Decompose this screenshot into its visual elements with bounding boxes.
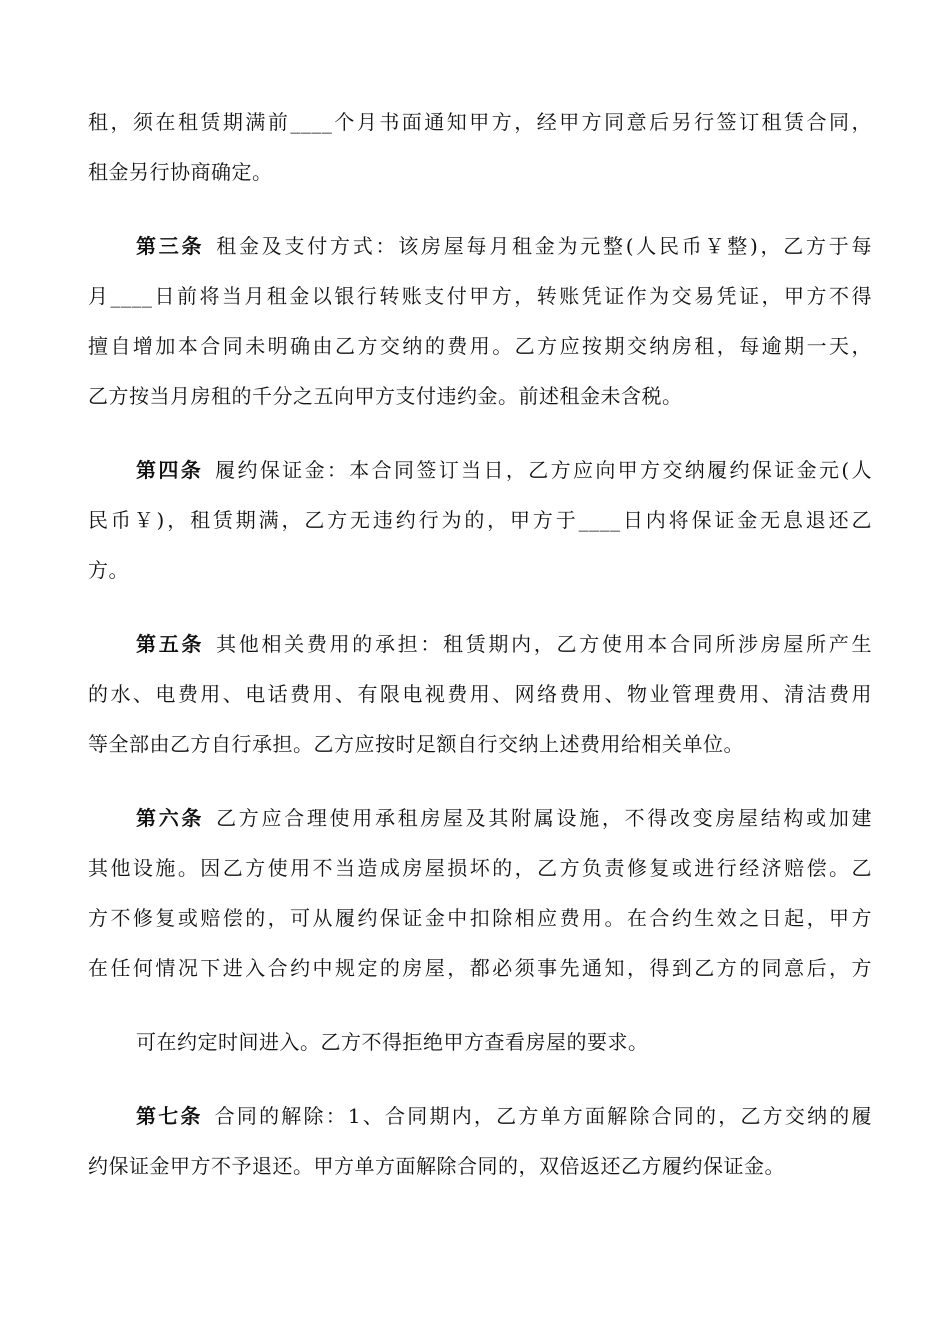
article-6-text: 乙方应合理使用承租房屋及其附属设施，不得改变房屋结构或加建 [216, 806, 873, 830]
paragraph-text: 方。 [88, 558, 129, 582]
paragraph-line [0, 383, 950, 409]
paragraph-text: 月____日前将当月租金以银行转账支付甲方，转账凭证作为交易凭证，甲方不得 [88, 284, 872, 308]
article-3-first-line [0, 233, 950, 259]
paragraph-text: 方不修复或赔偿的，可从履约保证金中扣除相应费用。在合约生效之日起，甲方 [88, 906, 872, 930]
article-5-first-line [0, 631, 950, 657]
paragraph-text: 约保证金甲方不予退还。甲方单方面解除合同的，双倍返还乙方履约保证金。 [88, 1154, 785, 1178]
paragraph-text: 乙方按当月房租的千分之五向甲方支付违约金。前述租金未含税。 [88, 384, 683, 408]
paragraph-line [0, 855, 950, 881]
article-5-label: 第五条 [136, 632, 205, 656]
paragraph-text: 可在约定时间进入。乙方不得拒绝甲方查看房屋的要求。 [136, 1030, 649, 1054]
paragraph-text: 其他设施。因乙方使用不当造成房屋损坏的，乙方负责修复或进行经济赔偿。乙 [88, 856, 872, 880]
article-4-label: 第四条 [136, 458, 204, 482]
paragraph-line [0, 507, 950, 533]
paragraph-line [0, 681, 950, 707]
article-3-text: 租金及支付方式：该房屋每月租金为元整(人民币￥整)，乙方于每 [216, 234, 873, 258]
paragraph-line [0, 731, 950, 757]
article-6-label: 第六条 [136, 806, 205, 830]
article-5-text: 其他相关费用的承担：租赁期内，乙方使用本合同所涉房屋所产生 [216, 632, 873, 656]
article-7-first-line [0, 1103, 950, 1129]
article-4-first-line [0, 457, 950, 483]
paragraph-line [0, 1153, 950, 1179]
article-4-text: 履约保证金：本合同签订当日，乙方应向甲方交纳履约保证金元(人 [215, 458, 873, 482]
paragraph-text: 的水、电费用、电话费用、有限电视费用、网络费用、物业管理费用、清洁费用 [88, 682, 872, 706]
paragraph-text: 民币￥)，租赁期满，乙方无违约行为的，甲方于____日内将保证金无息退还乙 [88, 508, 872, 532]
paragraph-line [0, 557, 950, 583]
article-3-label: 第三条 [136, 234, 205, 258]
paragraph-line [0, 1029, 950, 1055]
article-7-label: 第七条 [136, 1104, 203, 1128]
paragraph-line [0, 955, 950, 981]
paragraph-text: 租，须在租赁期满前____个月书面通知甲方，经甲方同意后另行签订租赁合同， [88, 110, 872, 134]
paragraph-text: 在任何情况下进入合约中规定的房屋，都必须事先通知，得到乙方的同意后，方 [88, 956, 872, 980]
paragraph-line [0, 333, 950, 359]
paragraph-line [0, 109, 950, 135]
paragraph-line [0, 905, 950, 931]
paragraph-text: 擅自增加本合同未明确由乙方交纳的费用。乙方应按期交纳房租，每逾期一天， [88, 334, 872, 358]
paragraph-line [0, 159, 950, 185]
article-6-first-line [0, 805, 950, 831]
paragraph-line [0, 283, 950, 309]
article-7-text: 合同的解除：1、合同期内，乙方单方面解除合同的，乙方交纳的履 [214, 1104, 872, 1128]
paragraph-text: 租金另行协商确定。 [88, 160, 273, 184]
paragraph-text: 等全部由乙方自行承担。乙方应按时足额自行交纳上述费用给相关单位。 [88, 732, 744, 756]
